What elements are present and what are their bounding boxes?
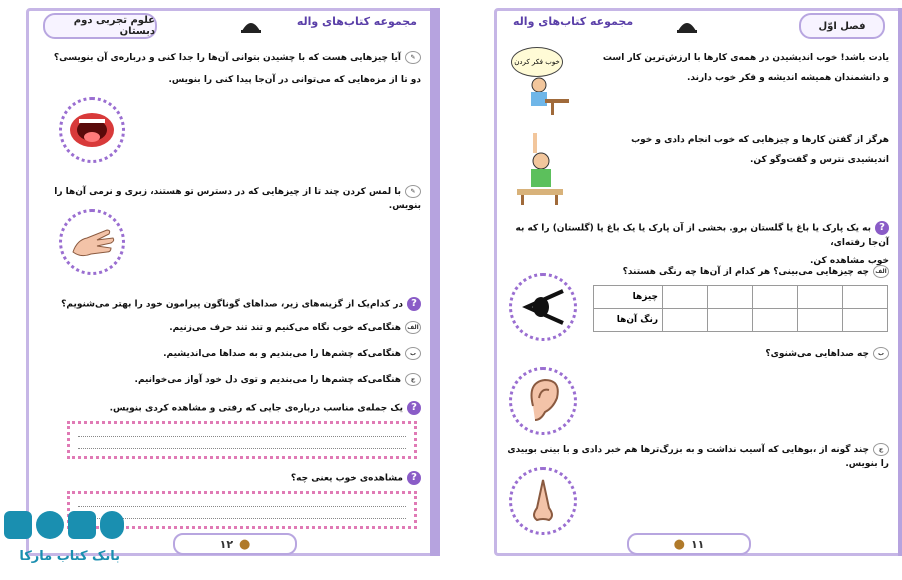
question-hear (529, 347, 889, 361)
option-bullet: ب (873, 347, 889, 360)
table-cell[interactable] (663, 286, 708, 309)
paragraph-line: یادت باشد! خوب اندیشیدن در همه‌ی کارها با ارزش‌ترین کار است (602, 53, 889, 63)
question-sentence (41, 401, 421, 416)
mouth-icon (59, 97, 125, 163)
question-smell (505, 443, 889, 471)
table-cell[interactable] (753, 286, 798, 309)
option-text: هنگامی‌که خوب نگاه می‌کنیم و تند تند حرف می‌زنیم. (169, 323, 401, 333)
question-icon: ? (407, 297, 421, 311)
brand-text: بانک کتاب مارکا (19, 549, 120, 564)
table-cell[interactable] (663, 309, 708, 332)
question-text: مشاهده‌ی خوب یعنی چه؟ (290, 473, 403, 484)
question-text: چند گونه از ،بوهایی که آسیب نداشت و به بزرگ‌ترها هم خبر دادی و با بینی بوییدی را بنویس. (507, 445, 889, 469)
series-title: مجموعه کتاب‌های واله (513, 15, 634, 28)
question-hearing (41, 297, 421, 312)
question-icon: ? (407, 401, 421, 415)
hand-icon (59, 209, 125, 275)
boy-raising-hand-illustration (511, 131, 567, 207)
page-number-box (627, 533, 751, 555)
page-number: ۱۱ (690, 537, 705, 551)
option-c[interactable] (41, 373, 421, 387)
question-text: آیا چیزهایی هست که با چشیدن بتوانی آن‌ها را جدا کنی و درباره‌ی آن بنویسی؟ (53, 53, 401, 63)
paragraph-line: و دانشمندان همیشه اندیشه و فکر خوب دارند. (686, 73, 889, 83)
bell-icon (675, 15, 699, 33)
question-text: چه چیزهایی می‌بینی؟ هر کدام از آن‌ها چه رنگی هستند؟ (622, 267, 869, 277)
table-row (594, 309, 888, 332)
teddy-bear-icon: ● (673, 536, 685, 552)
option-bullet: ج (405, 373, 421, 386)
table-cell[interactable] (843, 286, 888, 309)
table-cell[interactable] (708, 309, 753, 332)
table-cell[interactable] (753, 309, 798, 332)
option-a[interactable] (41, 321, 421, 335)
thinking-girl-illustration (507, 47, 571, 115)
nose-icon (509, 467, 577, 535)
table-cell[interactable] (798, 286, 843, 309)
question-icon: ? (407, 471, 421, 485)
series-title: مجموعه کتاب‌های واله (296, 15, 417, 28)
marka-watermark (4, 505, 134, 571)
tip-paragraph-2 (579, 133, 889, 167)
paragraph-line: خوب مشاهده کن. (809, 255, 889, 266)
bell-icon (239, 15, 263, 33)
ear-icon (509, 367, 577, 435)
tip-paragraph-1 (579, 51, 889, 85)
option-bullet: ب (405, 347, 421, 360)
option-bullet: الف (405, 321, 421, 334)
table-cell[interactable] (798, 309, 843, 332)
page-number-box (173, 533, 297, 555)
question-text: با لمس کردن چند تا از چیزهایی که در دسترس تو هستند، زبری و نرمی آن‌ها را بنویس. (54, 187, 421, 211)
right-page-header (497, 11, 899, 41)
table-row-header: چیزها (594, 286, 663, 309)
thought-bubble: خوب فکر کردن (511, 47, 563, 77)
question-text: در کدام‌یک از گزینه‌های زیر، صداهای گوناگون پیرامون خود را بهتر می‌شنویم؟ (61, 299, 403, 310)
paragraph-line: اندیشیدی نترس و گفت‌وگو کن. (750, 155, 889, 165)
question-text: یک جمله‌ی مناسب درباره‌ی جایی که رفتی و مشاهده کردی بنویس. (109, 403, 403, 414)
table-cell[interactable] (843, 309, 888, 332)
left-page (26, 8, 434, 556)
teddy-bear-icon: ● (239, 536, 251, 552)
subject-label: علوم تجربی دوم دبستان (43, 13, 157, 39)
eye-icon (509, 273, 577, 341)
answer-box[interactable] (67, 421, 417, 459)
pencil-bullet-icon: ✎ (405, 185, 421, 198)
right-page (494, 8, 902, 556)
question-text: به یک پارک یا باغ یا گلستان برو. بخشی از آن پارک یا یک باغ یا (گلستان) را که به آن‌جا رفته‌ای، (515, 223, 889, 248)
question-observation (41, 471, 421, 486)
option-text: هنگامی‌که چشم‌ها را می‌بندیم و توی دل خود آواز می‌خوانیم. (134, 375, 401, 385)
option-bullet: الف (873, 265, 889, 278)
table-row-header: رنگ آن‌ها (594, 309, 663, 332)
answer-prompt: دو تا از مزه‌هایی که می‌توانی در آن‌جا پیدا کنی را بنویس. (168, 75, 421, 85)
question-taste (41, 51, 421, 65)
question-text: چه صداهایی می‌شنوی؟ (765, 349, 869, 359)
option-b[interactable] (41, 347, 421, 361)
left-page-header (29, 11, 431, 41)
marka-logo-icon (4, 505, 126, 541)
question-see (529, 265, 889, 279)
question-icon: ? (875, 221, 889, 235)
option-bullet: ج (873, 443, 889, 456)
option-text: هنگامی‌که چشم‌ها را می‌بندیم و به صداها می‌اندیشیم. (163, 349, 401, 359)
observation-table (593, 285, 888, 332)
pencil-bullet-icon: ✎ (405, 51, 421, 64)
page-number: ۱۲ (219, 537, 234, 551)
table-cell[interactable] (708, 286, 753, 309)
table-row (594, 286, 888, 309)
paragraph-line: هرگز از گفتن کارها و چیزهایی که خوب انجام دادی و خوب (631, 135, 889, 145)
question-park (505, 221, 889, 268)
chapter-label: فصل اوّل (799, 13, 885, 39)
